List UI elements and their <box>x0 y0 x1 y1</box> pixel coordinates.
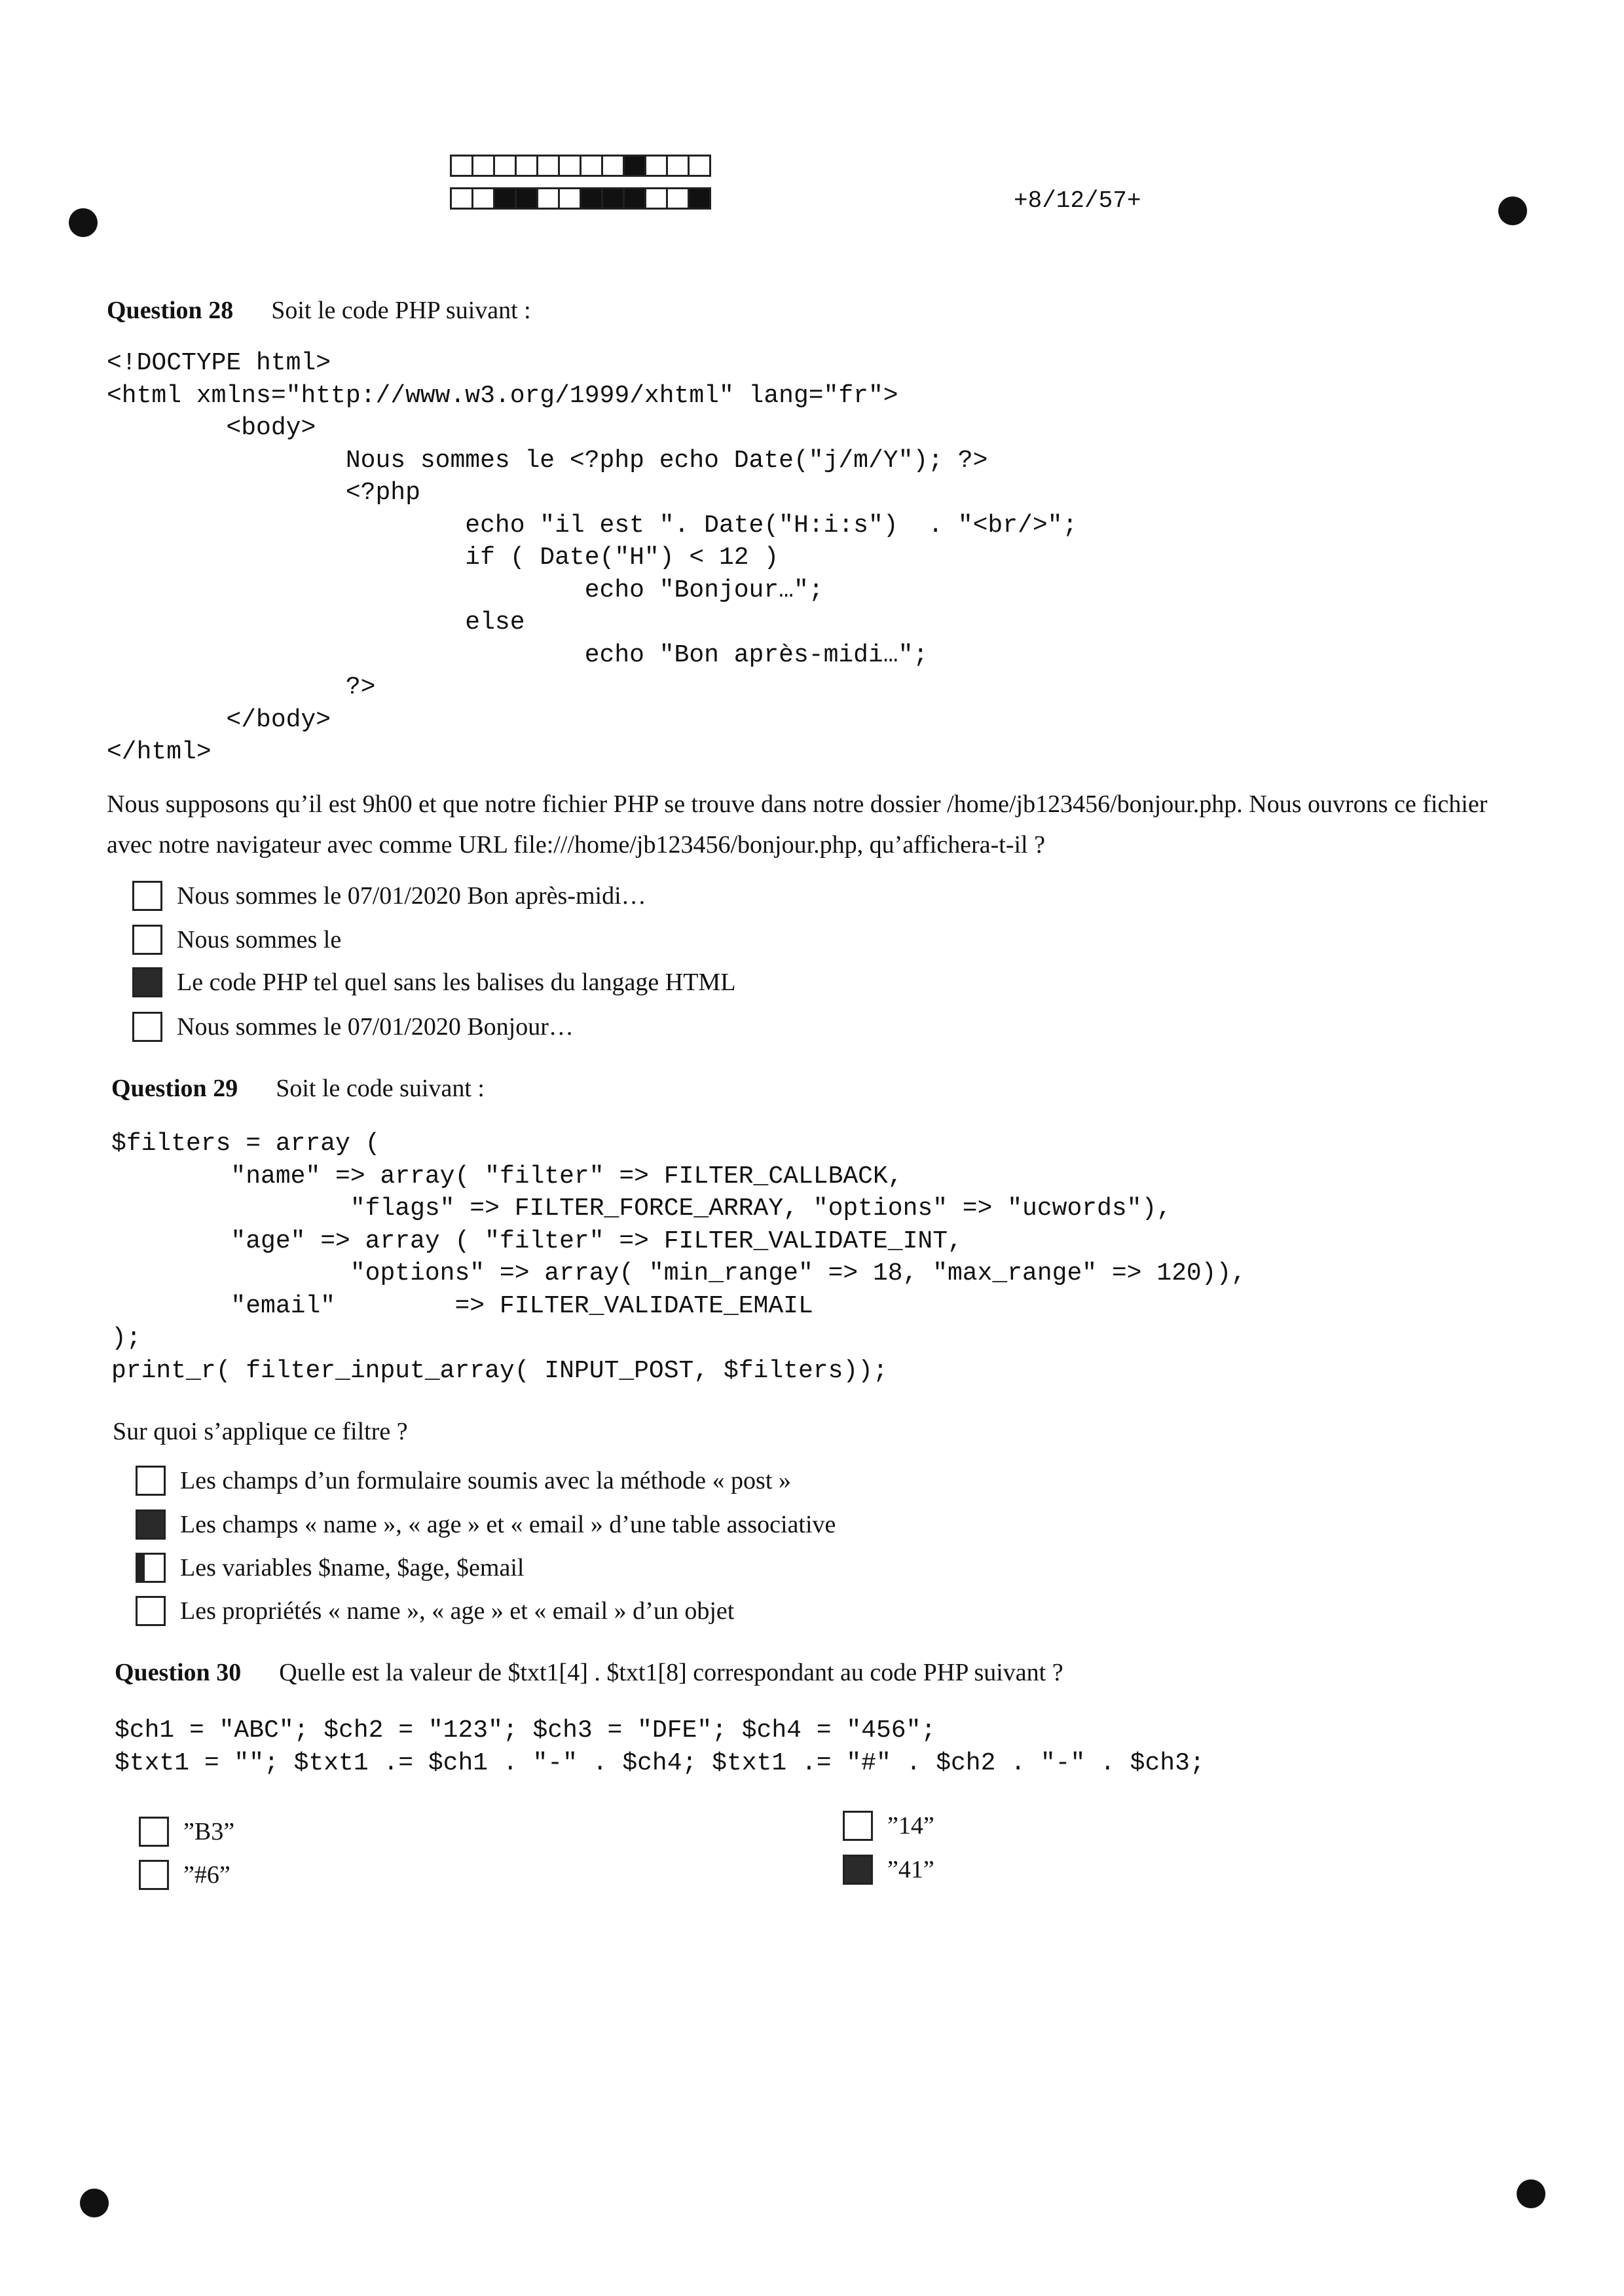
code-cell <box>688 187 711 210</box>
code-line: ); <box>111 1324 141 1352</box>
question-28-prompt: Soit le code PHP suivant : <box>271 297 531 324</box>
code-line: Nous sommes le <?php echo Date("j/m/Y"); ?> <box>107 446 988 475</box>
answer-checkbox[interactable] <box>136 1553 166 1583</box>
code-line: <?php <box>107 479 420 507</box>
answer-option[interactable] <box>136 1509 836 1540</box>
code-line: "age" => array ( "filter" => FILTER_VALIDATE_INT, <box>111 1227 963 1255</box>
answer-option-label: Nous sommes le <box>177 926 342 954</box>
code-line: print_r( filter_input_array( INPUT_POST, $filters)); <box>111 1356 888 1385</box>
code-line: $filters = array ( <box>111 1130 380 1158</box>
answer-checkbox[interactable] <box>132 967 162 997</box>
answer-option-label: Les propriétés « name », « age » et « email » d’un objet <box>180 1597 735 1625</box>
code-line: ?> <box>107 673 376 701</box>
answer-option[interactable] <box>136 1466 791 1496</box>
binary-code-strip-bottom <box>452 187 711 210</box>
code-cell <box>644 187 668 210</box>
answer-option-label: ”14” <box>887 1812 934 1840</box>
answer-option[interactable] <box>139 1860 231 1890</box>
question-28-heading <box>107 296 531 325</box>
answer-option[interactable] <box>843 1811 934 1841</box>
registration-mark-bottom-right <box>1517 2179 1545 2208</box>
code-line: "flags" => FILTER_FORCE_ARRAY, "options" => "ucwords"), <box>111 1194 1172 1223</box>
code-cell <box>471 187 495 210</box>
code-cell <box>580 155 603 177</box>
code-cell <box>558 155 581 177</box>
code-line: "email" => FILTER_VALIDATE_EMAIL <box>111 1291 813 1320</box>
answer-option-label: Les champs « name », « age » et « email » d’une table associative <box>180 1511 836 1538</box>
code-cell <box>515 155 538 177</box>
question-29-prompt: Soit le code suivant : <box>276 1075 485 1102</box>
question-30-code-block <box>115 1714 1205 1779</box>
answer-option[interactable] <box>136 1553 524 1583</box>
code-cell <box>450 187 473 210</box>
answer-option-label: ”B3” <box>183 1818 235 1845</box>
answer-checkbox[interactable] <box>139 1817 169 1847</box>
code-cell <box>623 155 646 177</box>
code-line: echo "Bonjour…"; <box>107 576 824 604</box>
code-line: if ( Date("H") < 12 ) <box>107 544 779 572</box>
question-29-code-block <box>111 1128 1246 1387</box>
question-29-text: Sur quoi s’applique ce filtre ? <box>113 1418 408 1445</box>
answer-checkbox[interactable] <box>843 1811 873 1841</box>
code-cell <box>623 187 646 210</box>
question-30-heading <box>115 1658 1063 1687</box>
question-29-label: Question 29 <box>111 1075 238 1102</box>
answer-option-label: ”41” <box>887 1856 934 1883</box>
answer-option-label: Nous sommes le 07/01/2020 Bon après-midi… <box>177 882 646 910</box>
registration-mark-bottom-left <box>80 2189 109 2217</box>
registration-mark-top-left <box>69 208 98 237</box>
question-28-code-block <box>107 347 1077 769</box>
question-30-label: Question 30 <box>115 1659 242 1686</box>
answer-option[interactable] <box>139 1817 234 1847</box>
answer-option-label: Les variables $name, $age, $email <box>180 1554 525 1582</box>
answer-checkbox[interactable] <box>136 1596 166 1626</box>
question-28-text: Nous supposons qu’il est 9h00 et que notre fichier PHP se trouve dans notre dossier /home/jb123456/bonjour.php. Nous ouvrons ce fichier avec notre navigateur avec comme URL file:///home/jb123456/bonjour.php, qu’affichera-t-il ? <box>107 790 1488 859</box>
answer-checkbox[interactable] <box>136 1509 166 1540</box>
code-line: echo "Bon après-midi…"; <box>107 640 929 669</box>
page-identifier: +8/12/57+ <box>1014 187 1141 214</box>
code-cell <box>666 187 690 210</box>
code-cell <box>450 155 473 177</box>
answer-checkbox[interactable] <box>132 881 162 911</box>
code-cell <box>644 155 668 177</box>
code-line: <body> <box>107 414 316 442</box>
question-30-prompt: Quelle est la valeur de $txt1[4] . $txt1[8] correspondant au code PHP suivant ? <box>279 1659 1063 1686</box>
code-line: $txt1 = ""; $txt1 .= $ch1 . "-" . $ch4; $txt1 .= "#" . $ch2 . "-" . $ch3; <box>115 1749 1205 1777</box>
code-line: "name" => array( "filter" => FILTER_CALLBACK, <box>111 1162 903 1191</box>
code-cell <box>601 155 625 177</box>
answer-option-label: ”#6” <box>183 1861 231 1889</box>
question-28-label: Question 28 <box>107 297 234 324</box>
code-cell <box>601 187 625 210</box>
code-line: <!DOCTYPE html> <box>107 349 331 377</box>
answer-option[interactable] <box>132 1012 574 1042</box>
code-cell <box>580 187 603 210</box>
code-cell <box>471 155 495 177</box>
code-cell <box>536 155 560 177</box>
answer-option[interactable] <box>132 925 341 955</box>
code-cell <box>493 187 517 210</box>
code-cell <box>558 187 581 210</box>
code-line: </html> <box>107 738 212 766</box>
answer-checkbox[interactable] <box>132 1012 162 1042</box>
code-line: echo "il est ". Date("H:i:s") . "<br/>"; <box>107 511 1078 540</box>
code-cell <box>515 187 538 210</box>
code-line: $ch1 = "ABC"; $ch2 = "123"; $ch3 = "DFE"; $ch4 = "456"; <box>115 1716 936 1745</box>
binary-code-strip-top <box>452 155 711 177</box>
code-line: else <box>107 608 525 637</box>
code-line: </body> <box>107 705 331 734</box>
code-line: "options" => array( "min_range" => 18, "max_range" => 120)), <box>111 1259 1247 1287</box>
code-cell <box>493 155 517 177</box>
answer-option-label: Nous sommes le 07/01/2020 Bonjour… <box>177 1013 574 1041</box>
answer-option-label: Les champs d’un formulaire soumis avec la méthode « post » <box>180 1467 791 1494</box>
answer-option[interactable] <box>132 967 735 997</box>
code-cell <box>536 187 560 210</box>
answer-checkbox[interactable] <box>139 1860 169 1890</box>
registration-mark-top-right <box>1498 196 1527 225</box>
answer-checkbox[interactable] <box>132 925 162 955</box>
answer-option[interactable] <box>136 1596 734 1626</box>
answer-option[interactable] <box>132 881 646 911</box>
answer-checkbox[interactable] <box>136 1466 166 1496</box>
code-cell <box>688 155 711 177</box>
code-cell <box>666 155 690 177</box>
answer-option[interactable] <box>843 1855 934 1885</box>
question-29-heading <box>111 1074 485 1103</box>
answer-option-label: Le code PHP tel quel sans les balises du langage HTML <box>177 969 736 996</box>
code-line: <html xmlns="http://www.w3.org/1999/xhtml" lang="fr"> <box>107 381 898 410</box>
answer-checkbox[interactable] <box>843 1855 873 1885</box>
